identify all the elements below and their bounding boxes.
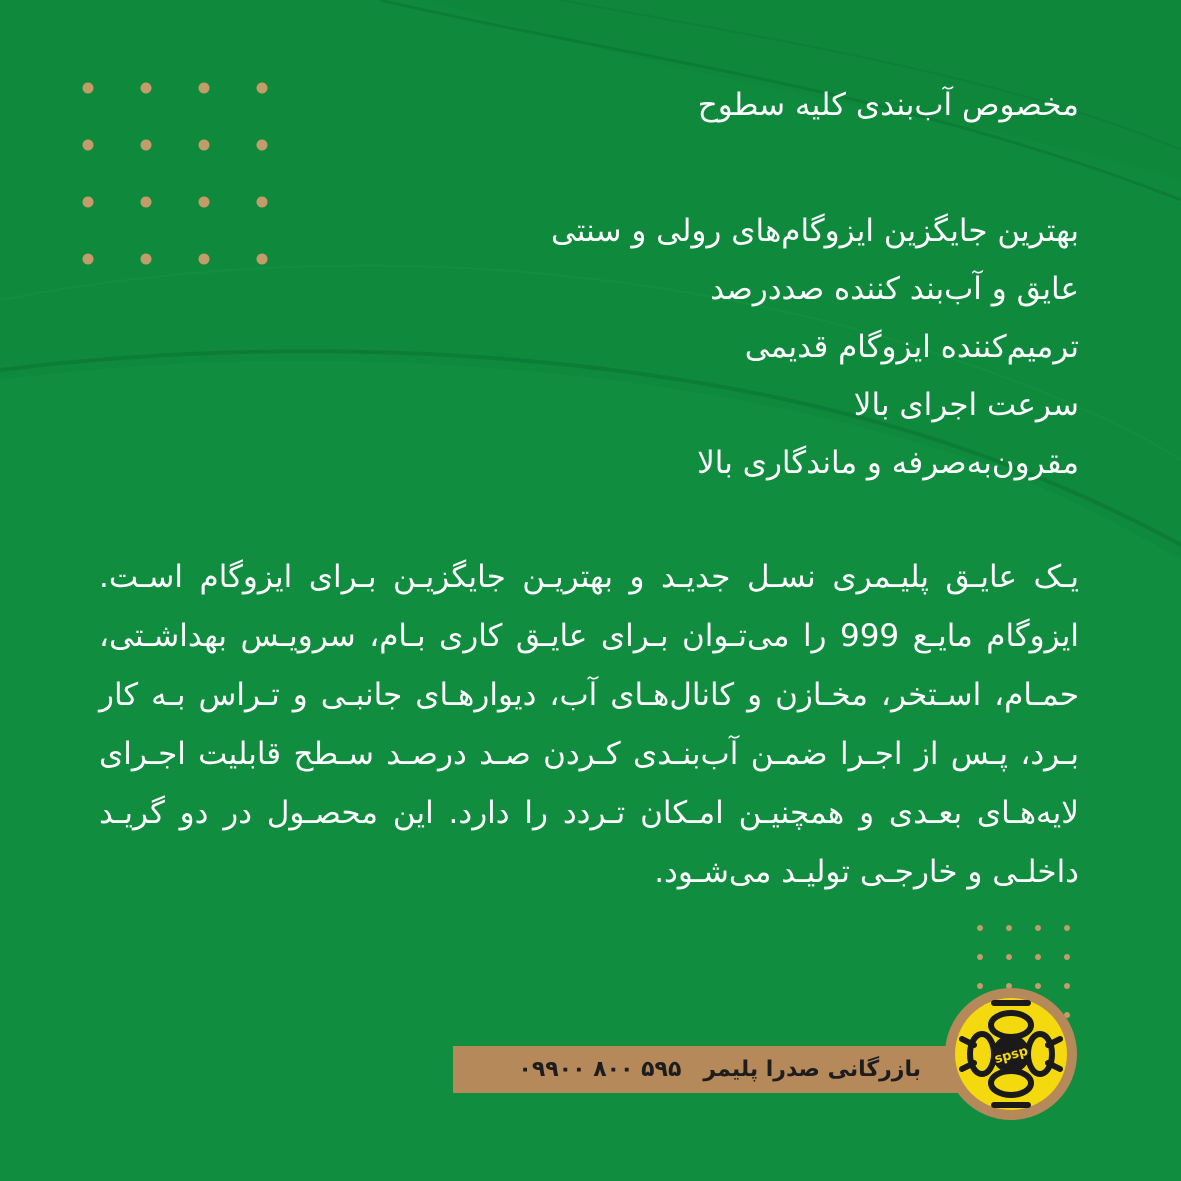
decorative-dot [83,140,94,151]
decorative-dot [1035,925,1041,931]
decorative-dot [199,197,210,208]
feature-item: ترمیم‌کننده ایزوگام قدیمی [744,329,1079,365]
decorative-dot [257,197,268,208]
phone-number: ۰۹۹۰۰ ۸۰۰ ۵۹۵ [518,1057,682,1082]
feature-list [551,202,1079,492]
decorative-dot [141,140,152,151]
product-description: یـک عایـق پلیـمری نسـل جدیـد و بهتریـن جایگزیـن بـرای ایزوگام اسـت. ایزوگام مایـع 999 را می‌تـوان بـرای عایـق کاری بـام، سرویـس بهداشـتی، حمـام، اسـتخر، مخـازن و کانال‌هـای آب، دیوارهـای جانبـی و تـراس بـه کار بـرد، پـس از اجـرا ضمـن آب‌بنـدی کـردن صـد درصـد سـطح قابلیت اجـرای لایه‌هـای بعـدی و همچنیـن امـکان تـردد را دارد. این محصـول در دو گریـد داخلـی و خارجـی تولیـد می‌شـود. [99,559,1079,890]
decorative-dot [1064,954,1070,960]
svg-text:spsp: spsp [992,1043,1030,1068]
decorative-dot [1006,954,1012,960]
feature-item: سرعت اجرای بالا [853,387,1079,423]
decorative-dot [1006,925,1012,931]
feature-item: بهترین جایگزین ایزوگام‌های رولی و سنتی [550,213,1079,249]
feature-item: عایق و آب‌بند کننده صددرصد [710,271,1079,307]
decorative-dot [141,83,152,94]
contact-bar [453,1046,963,1093]
decorative-dot [1064,925,1070,931]
decorative-dot [257,83,268,94]
decorative-dot [257,254,268,265]
feature-item: مقرون‌به‌صرفه و ماندگاری بالا [697,445,1079,481]
decorative-dot [199,254,210,265]
headline: مخصوص آب‌بندی کلیه سطوح [697,87,1079,123]
decorative-dot [83,254,94,265]
decorative-dot-grid-top [80,80,280,270]
decorative-dot [141,197,152,208]
decorative-dot [199,83,210,94]
decorative-dot [977,954,983,960]
decorative-dot [1035,954,1041,960]
decorative-dot [83,83,94,94]
company-logo [944,987,1078,1121]
decorative-dot [199,140,210,151]
decorative-dot [257,140,268,151]
decorative-dot [141,254,152,265]
company-name: بازرگانی صدرا پلیمر [703,1057,921,1082]
decorative-dot [83,197,94,208]
decorative-dot [977,925,983,931]
